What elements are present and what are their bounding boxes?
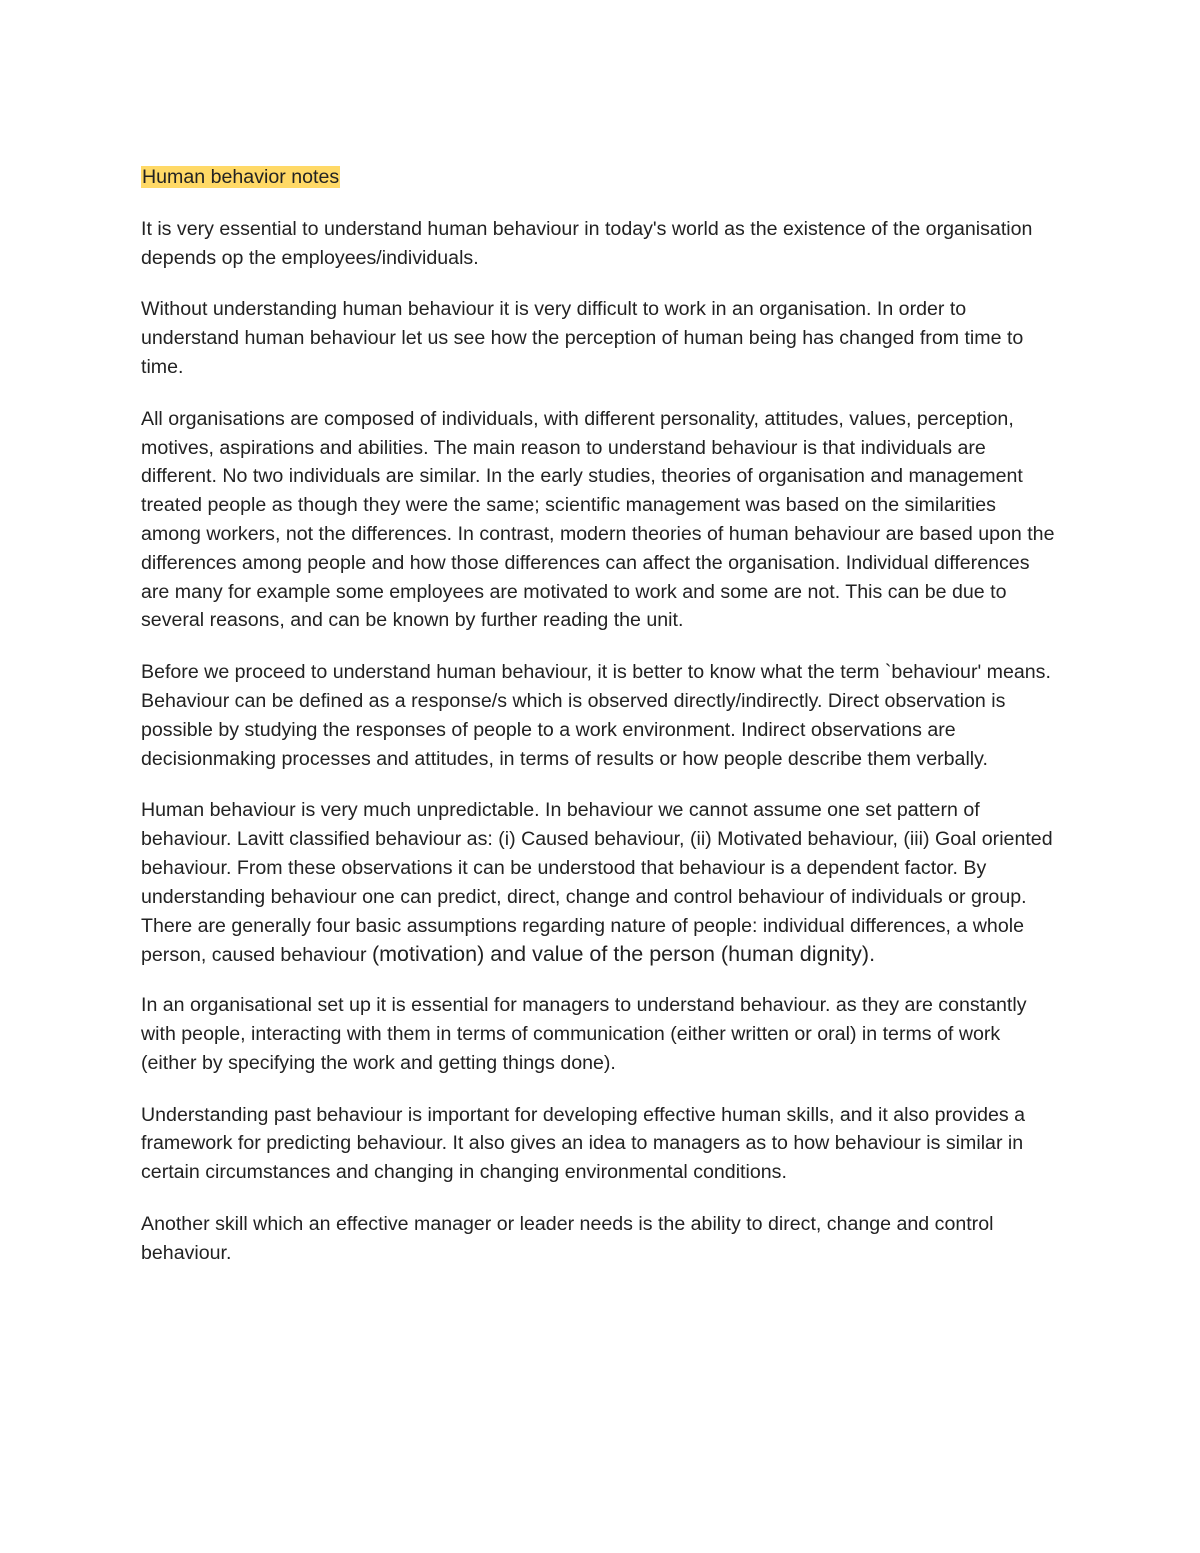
paragraph-past-behaviour: Understanding past behaviour is important for developing effective human skills, and it also provides a framework for predicting behaviour. It also gives an idea to managers as to how behaviour is similar in certain circumstances and changing in changing environmental conditions. [141,1103,1026,1184]
paragraph-unpredictable [141,796,1061,970]
paragraph-intro: It is very essential to understand human behaviour in today's world as the existence of the organisation depends op the employees/individuals. [141,217,1033,269]
paragraph-organisational-setup: In an organisational set up it is essential for managers to understand behaviour. as they are constantly with people, interacting with them in terms of communication (either written or oral) in terms of work (either by specifying the work and getting things done). [141,994,1027,1074]
paragraph-unpredictable-larger-text: (motivation) and value of the person (human dignity). [371,942,876,967]
paragraph-individual-differences: All organisations are composed of individuals, with different personality, attitudes, values, perception, motives, aspirations and abilities. The main reason to understand behaviour is that individuals are different. No two individuals are similar. In the early studies, theories of organisation and management treated people as though they were the same; scientific management was based on the similarities among workers, not the differences. In contrast, modern theories of human behaviour are based upon the differences among people and how those differences can affect the organisation. Individual differences are many for example some employees are motivated to work and some are not. This can be due to several reasons, and can be known by further reading the unit. [141,407,1055,632]
document-title: Human behavior notes [142,166,340,188]
document-body [141,163,1061,1291]
title-line [141,163,1061,192]
paragraph-manager-skill: Another skill which an effective manager or leader needs is the ability to direct, change and control behaviour. [141,1212,994,1264]
paragraph-unpredictable-text: Human behaviour is very much unpredictable. In behaviour we cannot assume one set pattern of behaviour. Lavitt classified behaviour as: (i) Caused behaviour, (ii) Motivated behaviour, (iii) Goal oriented behaviour. From these observations it can be understood that behaviour is a dependent factor. By understanding behaviour one can predict, direct, change and control behaviour of individuals or group. There are generally four basic assumptions regarding nature of people: individual differences, a whole person, caused behaviour [141,799,1053,967]
paragraph-behaviour-definition: Before we proceed to understand human behaviour, it is better to know what the term `behaviour' means. Behaviour can be defined as a response/s which is observed directly/indirectly. Direct observation is possible by studying the responses of people to a work environment. Indirect observations are decisionmaking processes and attitudes, in terms of results or how people describe them verbally. [141,661,1051,770]
paragraph-perception: Without understanding human behaviour it is very difficult to work in an organisation. In order to understand human behaviour let us see how the perception of human being has changed from time to time. [141,298,1024,378]
